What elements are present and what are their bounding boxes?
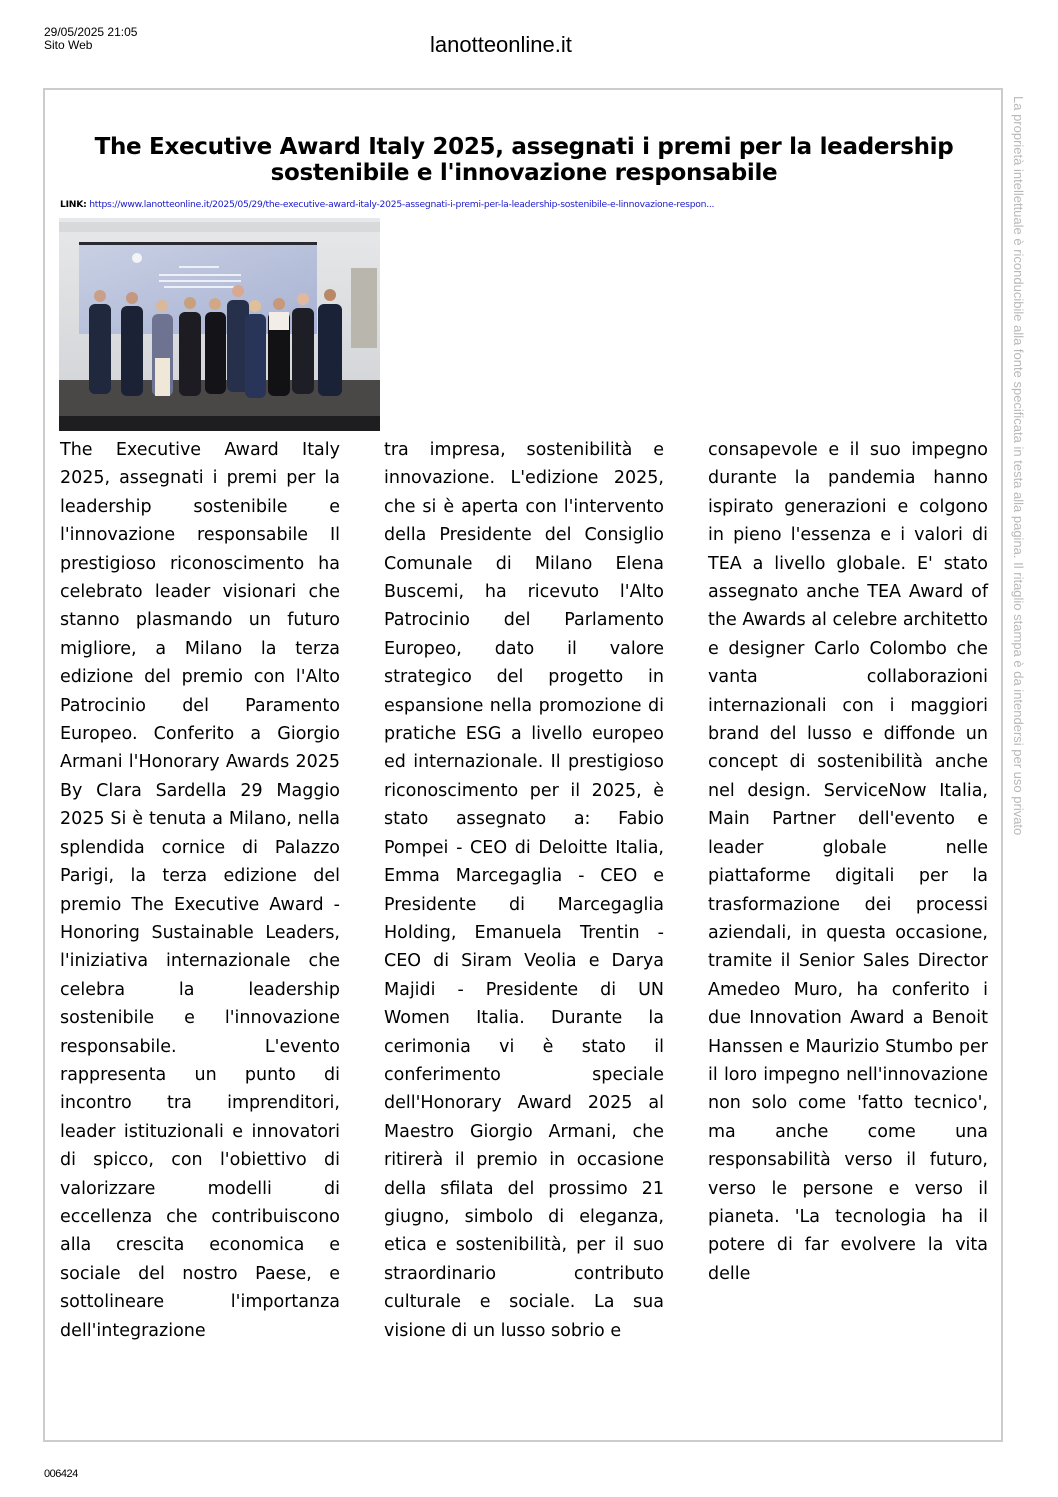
site-name: lanotteonline.it xyxy=(430,32,572,57)
article-text: The Executive Award Italy 2025, assegnati i premi per la leadership sostenibile e l'innovazione responsabile Il prestigioso riconoscimento ha celebrato leader visionari che stanno plasmando un futuro migliore, a Milano la terza edizione del premio con l'Alto Patrocinio del Paramento Europeo. Conferito a Giorgio Armani l'Honorary Awards 2025 By Clara Sardella 29 Maggio 2025 Si è tenuta a Milano, nella splendida cornice di Palazzo Parigi, la terza edizione del premio The Executive Award - Honoring Sustainable Leaders, l'iniziativa internazionale che celebra la leadership sostenibile e l'innovazione responsabile. L'evento rappresenta un punto di incontro tra imprenditori, leader istituzionali e innovatori di spicco, con l'obiettivo di valorizzare modelli di eccellenza che contribuiscono alla crescita economica e sociale del nostro Paese, e sottolineare l'importanza dell'integrazione xyxy=(60,440,340,1341)
article-photo xyxy=(59,218,380,431)
link-label: LINK: xyxy=(60,199,87,210)
clipping-code: 006424 xyxy=(44,1468,78,1480)
clipping-datetime: 29/05/2025 21:05 xyxy=(44,25,138,39)
article-column-1 xyxy=(60,436,340,1345)
article-text: tra impresa, sostenibilità e innovazione. L'edizione 2025, che si è aperta con l'intervento della Presidente del Consiglio Comunale di Milano Elena Buscemi, ha ricevuto l'Alto Patrocinio del Parlamento Europeo, dato il valore strategico del progetto in espansione nella promozione di pratiche ESG a livello europeo ed internazionale. Il prestigioso riconoscimento per il 2025, è stato assegnato a: Fabio Pompei - CEO di Deloitte Italia, Emma Marcegaglia - CEO e Presidente di Marcegaglia Holding, Emanuela Trentin - CEO di Siram Veolia e Darya Majidi - Presidente di UN Women Italia. Durante la cerimonia vi è stato il conferimento speciale dell'Honorary Award 2025 al Maestro Giorgio Armani, che ritirerà il premio in occasione della sfilata del prossimo 21 giugno, simbolo di eleganza, etica e sostenibilità, per il suo straordinario contributo culturale e sociale. La sua visione di un lusso sobrio e xyxy=(384,440,664,1341)
group-photo-illustration xyxy=(59,218,380,431)
article-link-url[interactable]: https://www.lanotteonline.it/2025/05/29/the-executive-award-italy-2025-assegnati-i-premi-per-la-leadership-sostenibile-e-linnovazione-respon... xyxy=(89,199,715,210)
article-column-3 xyxy=(708,436,988,1288)
article-text: consapevole e il suo impegno durante la pandemia hanno ispirato generazioni e colgono in pieno l'essenza e i valori di TEA a livello globale. E' stato assegnato anche TEA Award of the Awards al celebre architetto e designer Carlo Colombo che vanta collaborazioni internazionali con i maggiori brand del lusso e diffonde un concept di sostenibilità anche nel design. ServiceNow Italia, Main Partner dell'evento e leader globale nelle piattaforme digitali per la trasformazione dei processi aziendali, in questa occasione, tramite il Senior Sales Director Amedeo Muro, ha conferito i due Innovation Award a Benoit Hanssen e Maurizio Stumbo per il loro impegno nell'innovazione non solo come 'fatto tecnico', ma anche come una responsabilità verso il futuro, verso le persone e verso il pianeta. 'La tecnologia ha il potere di far evolvere la vita delle xyxy=(708,440,988,1284)
copyright-side-note-text: La proprietà intellettuale è riconducibile alla fonte specificata in testa alla pagina. Il ritaglio stampa è da intendersi per uso privato xyxy=(1011,96,1026,836)
clipping-meta xyxy=(44,26,137,52)
copyright-side-note xyxy=(1008,96,1028,916)
article-link xyxy=(60,199,714,210)
article-column-2 xyxy=(384,436,664,1345)
article-title: The Executive Award Italy 2025, assegnati i premi per la leadership sostenibile e l'innovazione responsabile xyxy=(94,134,954,186)
clipping-source-type: Sito Web xyxy=(44,38,93,52)
